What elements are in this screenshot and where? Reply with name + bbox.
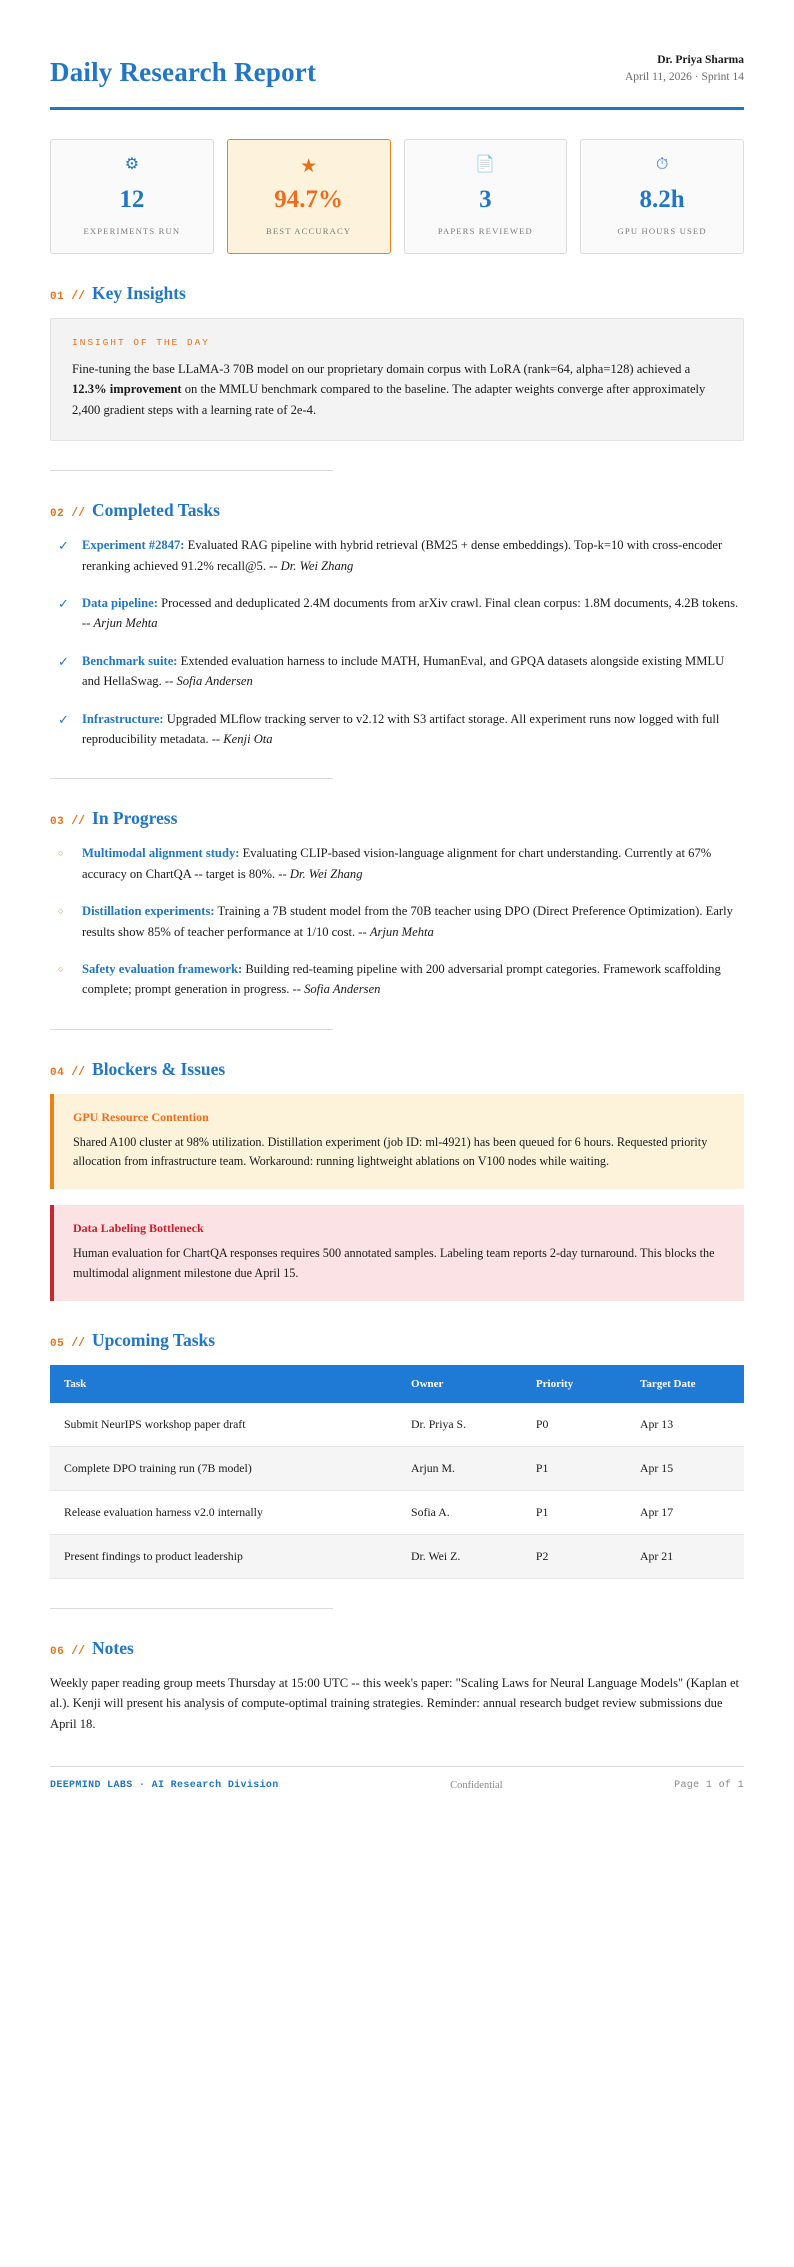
insight-text-part-2: on the MMLU benchmark compared to the baseline. The adapter weights converge after approximately 2,400 gradient steps with a learning rate of 2e-4. [72, 382, 706, 417]
section-header [50, 1330, 744, 1351]
column-header-owner[interactable]: Owner [397, 1365, 522, 1403]
task-text [82, 651, 744, 692]
cell-priority: P1 [522, 1446, 626, 1490]
task-lead: Data pipeline: [82, 596, 158, 610]
section-header [50, 283, 744, 304]
section-number: 02 [50, 508, 65, 521]
table-body [50, 1403, 744, 1579]
section-title: Blockers & Issues [92, 1058, 226, 1079]
document-header [50, 52, 744, 103]
section-title: Key Insights [92, 283, 186, 304]
section-number: 04 [50, 1066, 65, 1079]
blocker-body: Shared A100 cluster at 98% utilization. Distillation experiment (job ID: ml-4921) has been queued for 6 hours. Requested priority allocation from infrastructure team. Workaround: running lightweight ablations on V100 nodes while waiting. [73, 1134, 708, 1169]
list-item [50, 535, 744, 576]
stats-row [50, 139, 744, 254]
blocker-body: Human evaluation for ChartQA responses requires 500 annotated samples. Labeling team reports 2-day turnaround. This blocks the multimodal alignment milestone due April 15. [73, 1246, 715, 1280]
task-lead: Multimodal alignment study: [82, 846, 240, 861]
stopwatch-icon: ⏱ [655, 156, 669, 174]
stat-card-gpu-hours-used[interactable] [580, 139, 744, 254]
document-footer [50, 1767, 744, 1815]
section-header [50, 808, 744, 829]
section-completed-tasks [50, 500, 744, 749]
cell-priority: P1 [522, 1490, 626, 1534]
blocker-card-data-labeling-bottleneck [50, 1205, 744, 1301]
blocker-card-gpu-resource-contention [50, 1094, 744, 1190]
section-title: Completed Tasks [92, 500, 220, 521]
section-slash: // [71, 290, 86, 304]
task-text [82, 593, 744, 634]
stat-card-best-accuracy[interactable] [227, 139, 391, 254]
task-body: Building red-teaming pipeline with 200 adversarial prompt categories. Framework scaffolding complete; prompt generation in progress. -- [82, 961, 721, 997]
footer-org: DEEPMIND LABS · AI Research Division [50, 1779, 279, 1791]
blocker-title: Data Labeling Bottleneck [73, 1221, 204, 1236]
table-header [50, 1365, 744, 1403]
footer-page-number: Page 1 of 1 [674, 1779, 744, 1791]
stat-card-papers-reviewed[interactable] [404, 139, 568, 254]
section-slash: // [71, 1336, 86, 1350]
check-icon: ✓ [58, 711, 69, 727]
task-owner: Arjun Mehta [93, 616, 158, 631]
list-item [50, 959, 744, 1000]
task-body: Evaluating CLIP-based vision-language alignment for chart understanding. Currently at 67% accuracy on ChartQA -- target is 80%. -- [82, 846, 712, 881]
author-name: Dr. Priya Sharma [657, 54, 744, 66]
task-owner: Sofia Andersen [176, 674, 253, 689]
stat-label: EXPERIMENTS RUN [83, 225, 181, 236]
stat-card-experiments-run[interactable] [50, 139, 214, 254]
stat-label: BEST ACCURACY [266, 225, 352, 236]
stat-value: 94.7% [274, 186, 343, 214]
task-body: Extended evaluation harness to include MATH, HumanEval, and GPQA datasets alongside existing MMLU and HellaSwag. -- [82, 653, 725, 689]
section-header [50, 500, 744, 521]
cell-target-date: Apr 17 [626, 1490, 744, 1534]
task-lead: Experiment #2847: [82, 538, 185, 553]
notes-body: Weekly paper reading group meets Thursday at 15:00 UTC -- this week's paper: "Scaling Laws for Neural Language Models" (Kaplan et al.). Kenji will present his analysis of compute-optimal training strategies. Reminder: annual research budget review submissions due April 18. [50, 1675, 740, 1731]
in-progress-task-list [50, 843, 744, 999]
section-header [50, 1059, 744, 1080]
section-divider [50, 1029, 333, 1030]
section-title: In Progress [92, 808, 178, 829]
cell-task: Release evaluation harness v2.0 internally [50, 1490, 397, 1534]
task-body: Training a 7B student model from the 70B teacher using DPO (Direct Preference Optimization). Early results show 85% of teacher performance at 1/10 cost. -- [82, 904, 733, 939]
section-title: Notes [92, 1637, 134, 1658]
insight-kicker: INSIGHT OF THE DAY [72, 337, 210, 349]
cell-owner: Sofia A. [397, 1490, 522, 1534]
task-lead: Benchmark suite: [82, 653, 178, 668]
table-row[interactable] [50, 1534, 744, 1578]
page-title: Daily Research Report [50, 56, 317, 87]
task-text [82, 959, 744, 1000]
list-item [50, 651, 744, 692]
cell-target-date: Apr 21 [626, 1534, 744, 1578]
section-divider [50, 778, 333, 779]
section-slash: // [71, 507, 86, 521]
insight-text-part-1: Fine-tuning the base LLaMA-3 70B model on our proprietary domain corpus with LoRA (rank=64, alpha=128) achieved a [72, 362, 691, 377]
circle-icon: ○ [58, 906, 64, 917]
task-lead: Distillation experiments: [82, 904, 215, 919]
document-icon: 📄 [475, 156, 496, 174]
cell-task: Complete DPO training run (7B model) [50, 1446, 397, 1490]
cell-owner: Dr. Wei Z. [397, 1534, 522, 1578]
section-upcoming-tasks [50, 1330, 744, 1579]
stat-value: 8.2h [639, 186, 685, 214]
stat-value: 3 [479, 186, 492, 214]
stat-value: 12 [119, 186, 145, 214]
date-sprint-line: April 11, 2026 · Sprint 14 [624, 70, 744, 83]
task-body: Upgraded MLflow tracking server to v2.12 with S3 artifact storage. All experiment runs now logged with full reproducibility metadata. -- [82, 711, 720, 746]
section-key-insights [50, 283, 744, 441]
cell-target-date: Apr 13 [626, 1403, 744, 1447]
section-title: Upcoming Tasks [92, 1329, 216, 1350]
task-lead: Infrastructure: [82, 711, 164, 726]
task-body: Evaluated RAG pipeline with hybrid retrieval (BM25 + dense embeddings). Top-k=10 with cross-encoder reranking achieved 91.2% recall@5. -- [82, 538, 723, 573]
header-meta [625, 52, 744, 87]
section-notes [50, 1638, 744, 1734]
cell-task: Submit NeurIPS workshop paper draft [50, 1403, 397, 1447]
header-divider [50, 107, 744, 110]
list-item [50, 843, 744, 884]
section-number: 03 [50, 816, 65, 829]
star-icon: ★ [300, 156, 318, 178]
column-header-priority[interactable]: Priority [522, 1365, 626, 1403]
list-item [50, 709, 744, 750]
insight-body [72, 359, 722, 420]
task-text [82, 843, 744, 884]
insight-of-the-day-box [50, 318, 744, 441]
stat-label: PAPERS REVIEWED [437, 225, 533, 236]
section-slash: // [71, 1065, 86, 1079]
list-item [50, 901, 744, 942]
section-number: 01 [50, 291, 65, 304]
completed-task-list [50, 535, 744, 749]
section-in-progress [50, 808, 744, 999]
table-row[interactable] [50, 1490, 744, 1534]
task-text [82, 901, 744, 942]
cell-owner: Dr. Priya S. [397, 1403, 522, 1447]
gear-icon: ⚙ [124, 156, 140, 174]
cell-priority: P2 [522, 1534, 626, 1578]
check-icon: ✓ [58, 653, 69, 669]
section-number: 06 [50, 1645, 65, 1658]
task-text [82, 709, 744, 750]
table-header-row [50, 1365, 744, 1403]
section-number: 05 [50, 1337, 65, 1350]
check-icon: ✓ [58, 596, 69, 611]
task-owner: Sofia Andersen [304, 982, 381, 997]
task-owner: Arjun Mehta [369, 924, 434, 939]
circle-icon: ○ [58, 963, 64, 974]
footer-classification: Confidential [450, 1779, 503, 1791]
task-lead: Safety evaluation framework: [82, 961, 243, 976]
blocker-title: GPU Resource Contention [73, 1109, 209, 1124]
section-divider [50, 1608, 333, 1609]
cell-target-date: Apr 15 [626, 1446, 744, 1490]
stat-label: GPU HOURS USED [617, 225, 707, 236]
task-owner: Dr. Wei Zhang [289, 866, 363, 881]
check-icon: ✓ [58, 538, 69, 554]
task-owner: Dr. Wei Zhang [280, 558, 354, 573]
cell-task: Present findings to product leadership [50, 1534, 397, 1578]
upcoming-tasks-table [50, 1365, 744, 1579]
column-header-target-date[interactable]: Target Date [626, 1365, 744, 1403]
cell-owner: Arjun M. [397, 1446, 522, 1490]
list-item [50, 593, 744, 634]
task-text [82, 535, 744, 576]
section-blockers-issues [50, 1059, 744, 1301]
task-owner: Kenji Ota [223, 731, 273, 746]
circle-icon: ○ [58, 848, 64, 859]
section-divider [50, 470, 333, 471]
section-header [50, 1638, 744, 1659]
insight-highlight: 12.3% improvement [72, 382, 182, 397]
task-body: Processed and deduplicated 2.4M documents from arXiv crawl. Final clean corpus: 1.8M documents, 4.2B tokens. -- [82, 596, 739, 631]
section-slash: // [71, 815, 86, 829]
section-slash: // [71, 1644, 86, 1658]
table-row[interactable] [50, 1446, 744, 1490]
column-header-task[interactable]: Task [50, 1365, 397, 1403]
table-row[interactable] [50, 1403, 744, 1447]
cell-priority: P0 [522, 1403, 626, 1447]
